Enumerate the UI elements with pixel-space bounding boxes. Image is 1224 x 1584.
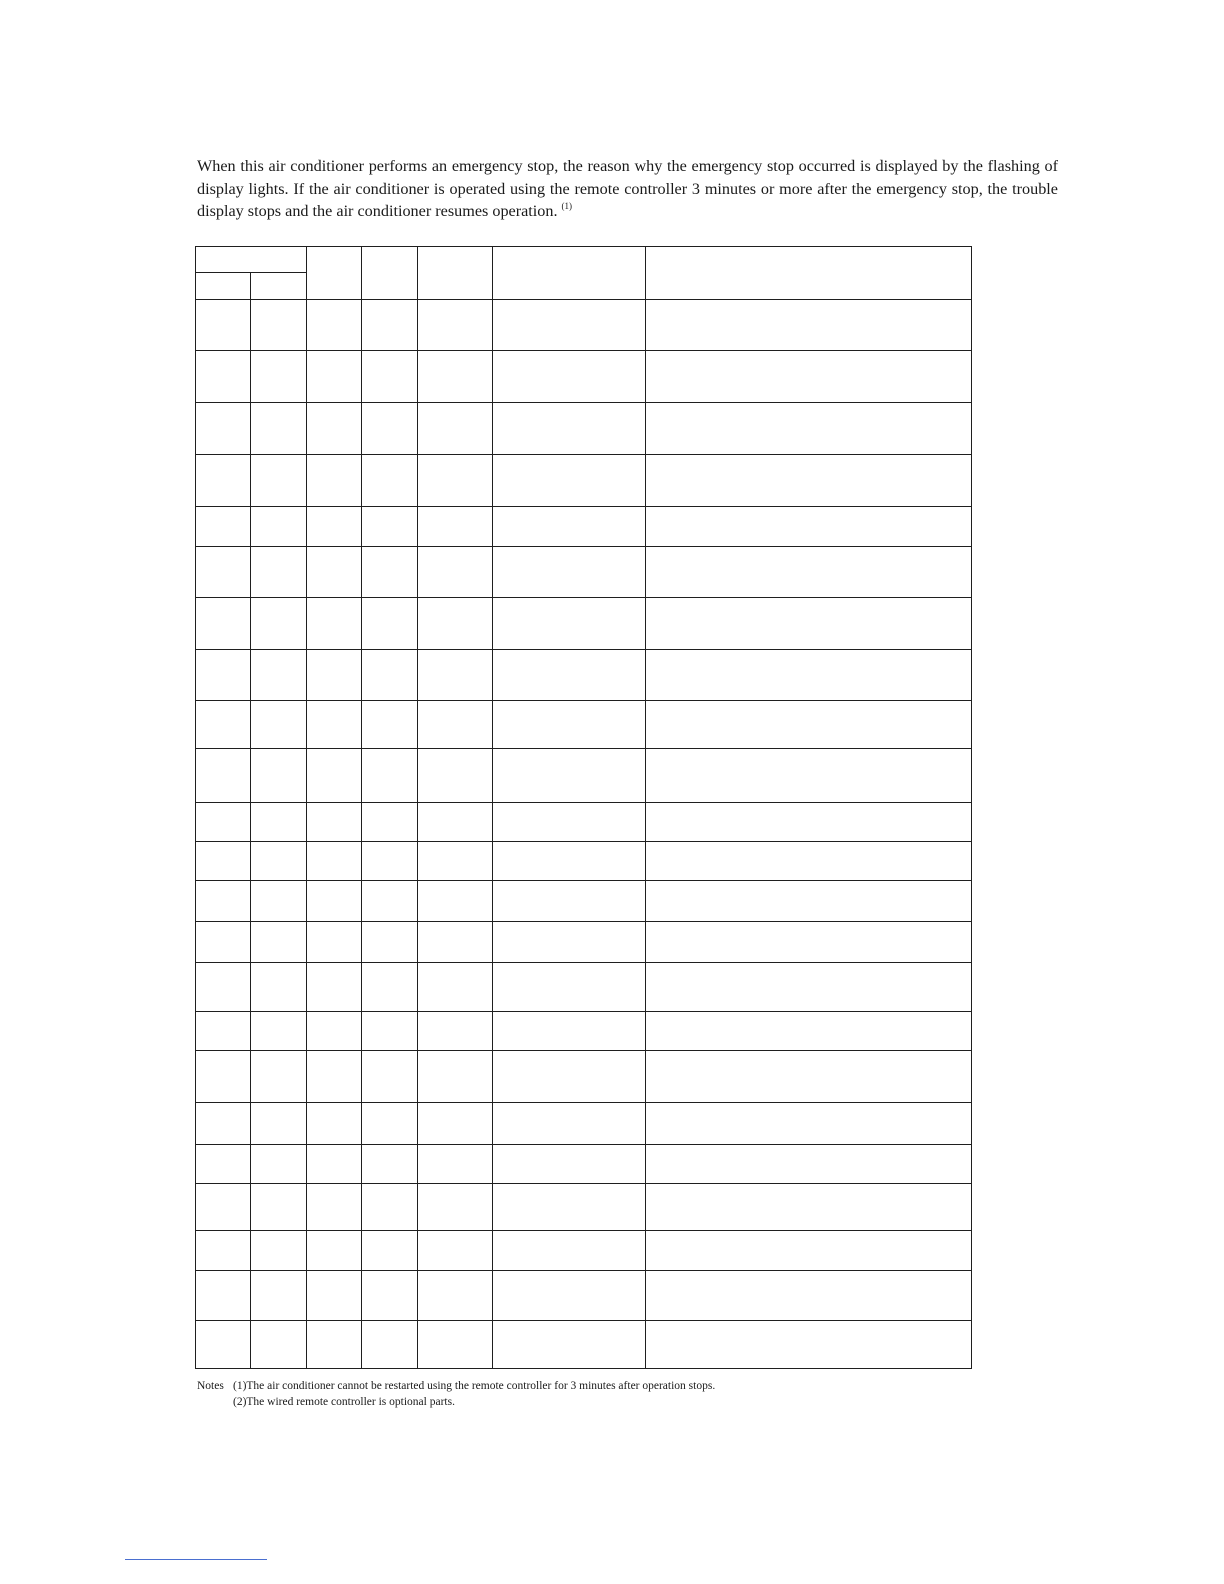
note-item-1: (1)The air conditioner cannot be restarted using the remote controller for 3 minutes after operation stops. [233, 1380, 716, 1392]
notes-block [197, 1378, 715, 1410]
note-item-2: (2)The wired remote controller is optional parts. [233, 1396, 455, 1408]
footer-rule [125, 1559, 267, 1560]
notes-label: Notes [197, 1380, 224, 1392]
note-indent [197, 1394, 233, 1410]
note-row-2 [197, 1394, 715, 1410]
intro-text: When this air conditioner performs an emergency stop, the reason why the emergency stop occurred is displayed by the flashing of display lights. If the air conditioner is operated using the remote controller 3 minutes or more after the emergency stop, the trouble display stops and the air conditioner resumes operation. [197, 157, 1058, 220]
table-outer-border [196, 247, 972, 1369]
intro-note-reference: (1) [561, 201, 573, 211]
note-row-1 [197, 1378, 715, 1394]
